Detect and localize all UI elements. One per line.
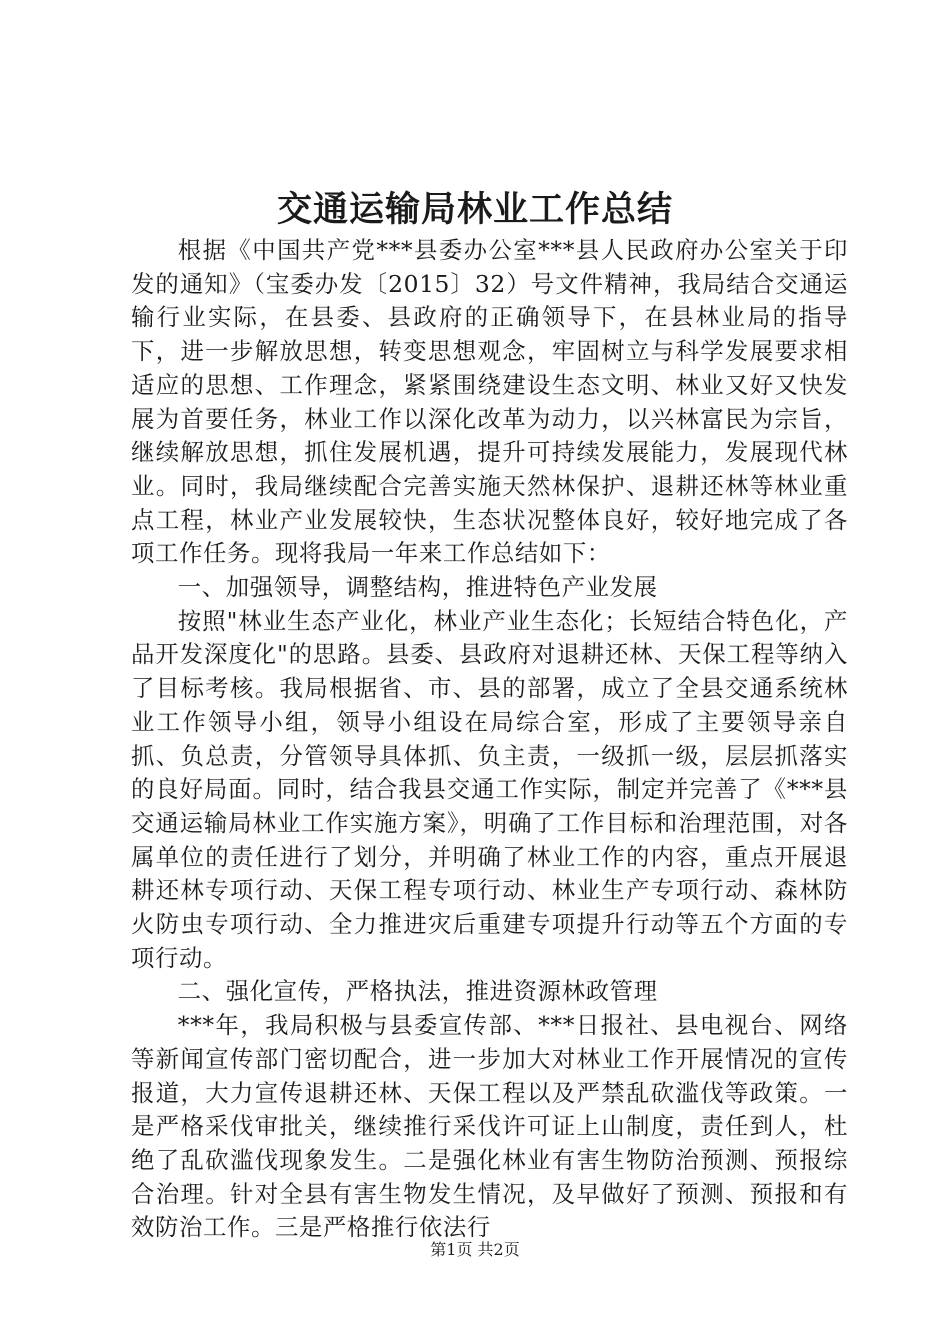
document-title: 交通运输局林业工作总结 [276,189,673,230]
paragraph-section-2: ***年，我局积极与县委宣传部、***日报社、县电视台、网络等新闻宣传部门密切配合，进一步加大对林业工作开展情况的宣传报道，大力宣传退耕还林、天保工程以及严禁乱砍滥伐等政策。一是严格采伐审批关，继续推行采伐许可证上山制度，责任到人，杜绝了乱砍滥伐现象发生。二是强化林业有害生物防治预测、预报综合治理。针对全县有害生物发生情况，及早做好了预测、预报和有效防治工作。三是严格推行依法行 [131,1011,848,1242]
section-heading-2: 二、强化宣传，严格执法，推进资源林政管理 [177,977,658,1006]
document-body [131,234,848,1245]
paragraph-section-1: 按照"林业生态产业化，林业产业生态化；长短结合特色化，产品开发深度化"的思路。县委、县政府对退耕还林、天保工程等纳入了目标考核。我局根据省、市、县的部署，成立了全县交通系统林业工作领导小组，领导小组设在局综合室，形成了主要领导亲自抓、负总责，分管领导具体抓、负主责，一级抓一级，层层抓落实的良好局面。同时，结合我县交通工作实际，制定并完善了《***县交通运输局林业工作实施方案》，明确了工作目标和治理范围，对各属单位的责任进行了划分，并明确了林业工作的内容，重点开展退耕还林专项行动、天保工程专项行动、林业生产专项行动、森林防火防虫专项行动、全力推进灾后重建专项提升行动等五个方面的专项行动。 [131,606,848,972]
paragraph-intro: 根据《中国共产党***县委办公室***县人民政府办公室关于印发的通知》（宝委办发〔2015〕32）号文件精神，我局结合交通运输行业实际，在县委、县政府的正确领导下，在县林业局的指导下，进一步解放思想，转变思想观念，牢固树立与科学发展要求相适应的思想、工作理念，紧紧围绕建设生态文明、林业又好又快发展为首要任务，林业工作以深化改革为动力，以兴林富民为宗旨，继续解放思想，抓住发展机遇，提升可持续发展能力，发展现代林业。同时，我局继续配合完善实施天然林保护、退耕还林等林业重点工程，林业产业发展较快，生态状况整体良好，较好地完成了各项工作任务。现将我局一年来工作总结如下： [131,236,848,568]
page-footer: 第1页 共2页 [430,1240,520,1259]
section-heading-1: 一、加强领导，调整结构，推进特色产业发展 [177,573,658,602]
